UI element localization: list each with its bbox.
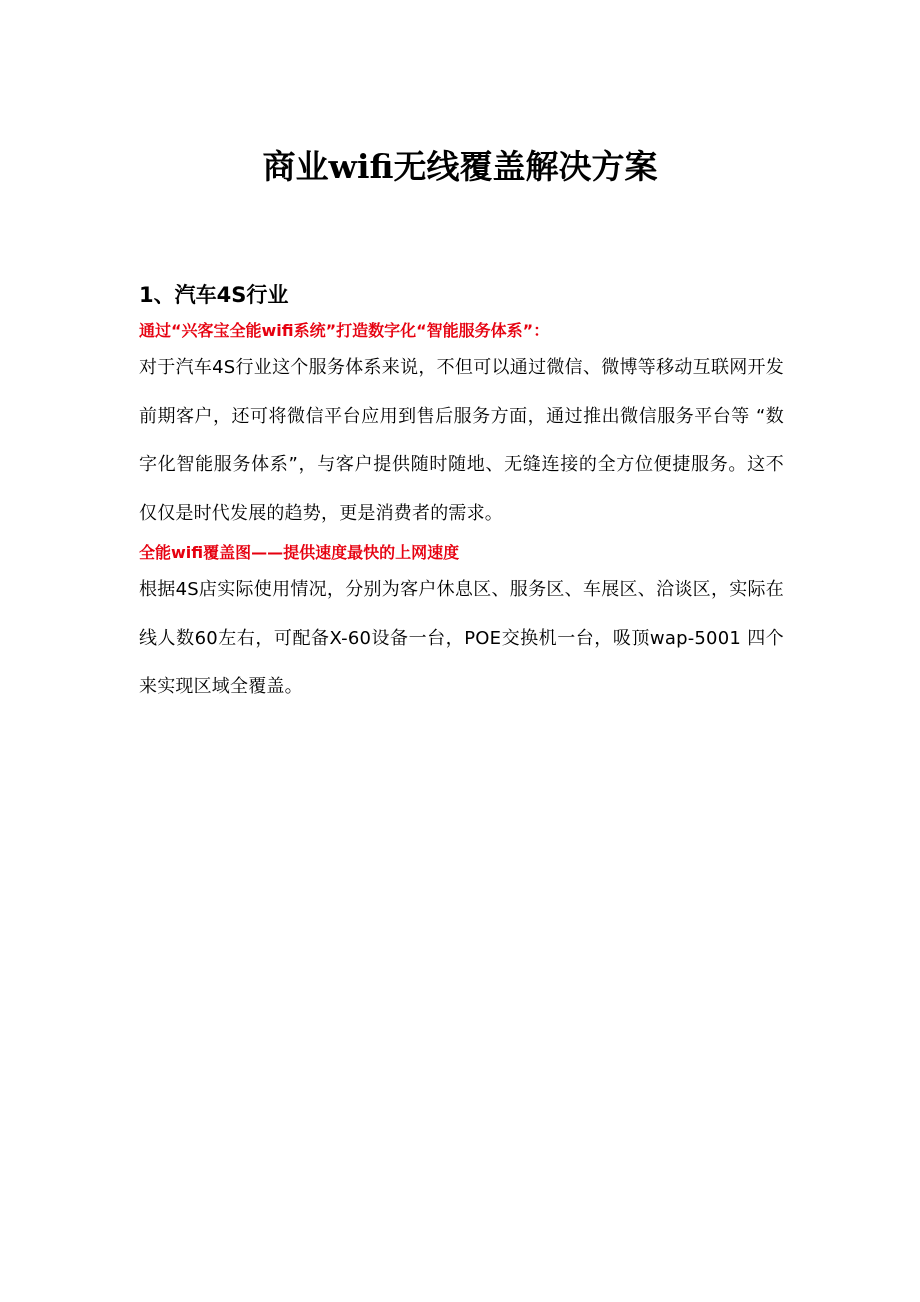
highlight-heading-coverage: 全能wifi覆盖图——提供速度最快的上网速度 — [139, 543, 460, 562]
highlight-heading-system: 通过“兴客宝全能wifi系统”打造数字化“智能服务体系”： — [139, 321, 550, 340]
section-heading: 1、汽车4S行业 — [139, 283, 289, 307]
paragraph-coverage-plan: 根据4S店实际使用情况，分别为客户休息区、服务区、车展区、洽谈区，实际在线人数60左右，可配备X-60设备一台，POE交换机一台，吸顶wap-5001 四个来实现区域全覆盖。 — [139, 579, 784, 697]
document-title: 商业wifi无线覆盖解决方案 — [262, 147, 658, 186]
document-body — [139, 278, 784, 712]
paragraph-service-system: 对于汽车4S行业这个服务体系来说，不但可以通过微信、微博等移动互联网开发前期客户，还可将微信平台应用到售后服务方面，通过推出微信服务平台等 “数字化智能服务体系”，与客户提供随时随地、无缝连接的全方位便捷服务。这不仅仅是时代发展的趋势，更是消费者的需求。 — [139, 357, 784, 524]
